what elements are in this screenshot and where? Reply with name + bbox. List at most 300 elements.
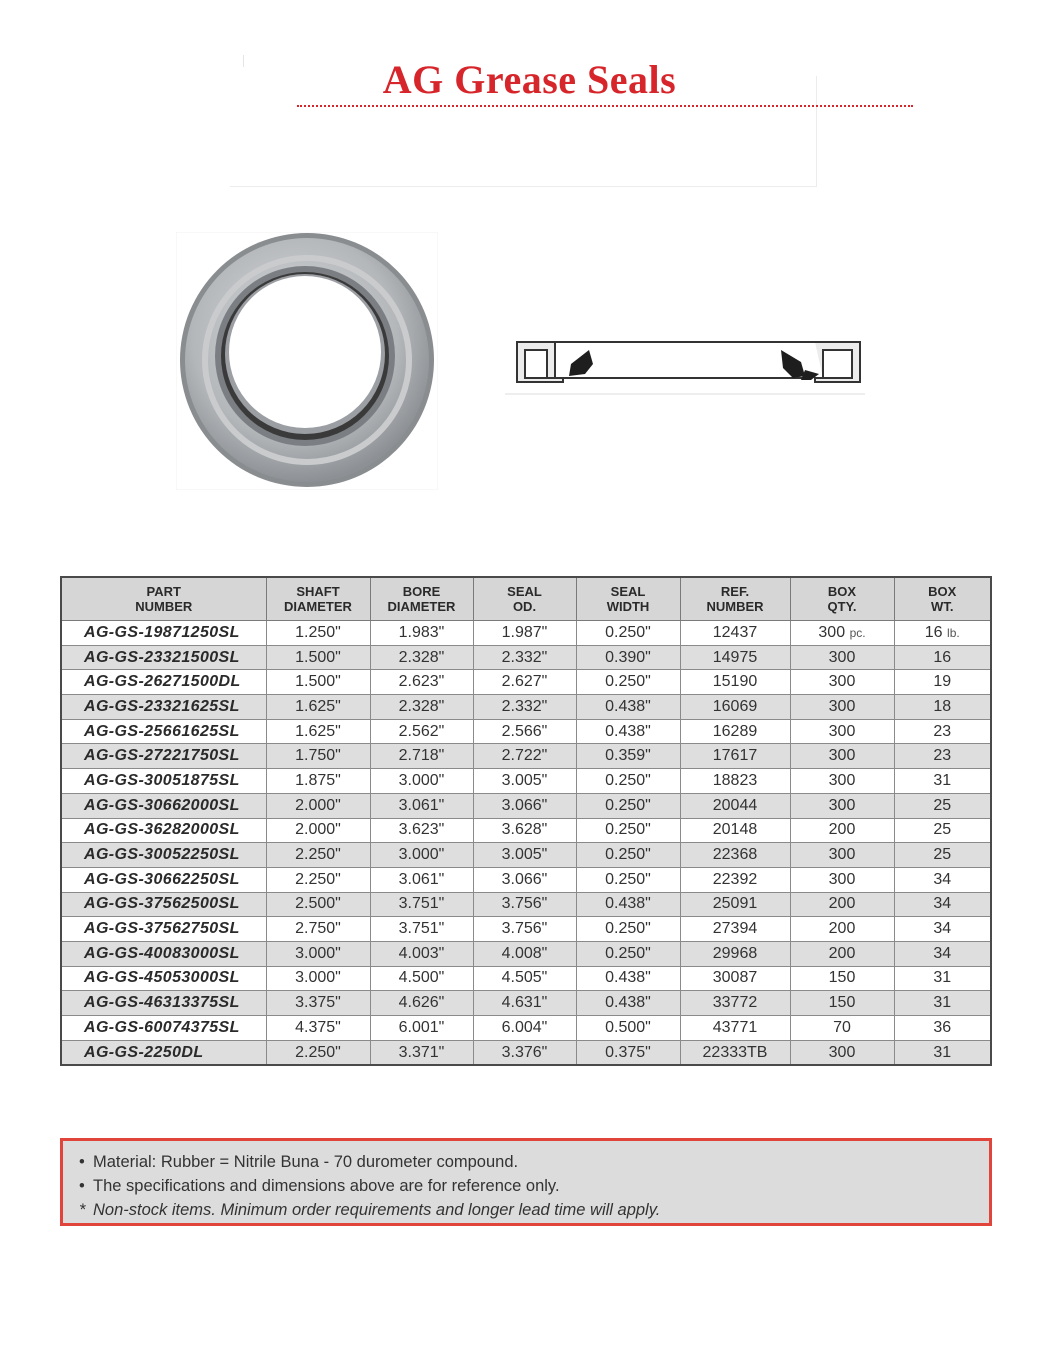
box-qty-value: 200 — [828, 920, 856, 938]
part-number-value: AG-GS-19871250SL — [84, 623, 240, 641]
note-bullet: * — [79, 1201, 86, 1219]
ref-number-cell — [680, 917, 790, 942]
seal-od-value: 4.631" — [501, 994, 548, 1012]
ref-number-value: 14975 — [712, 648, 758, 666]
box-qty-cell — [790, 843, 894, 868]
seal-width-value: 0.250" — [605, 673, 651, 691]
bore-diameter-value: 6.001" — [398, 1018, 445, 1036]
ref-number-cell — [680, 892, 790, 917]
shaft-diameter-cell — [266, 670, 370, 695]
box-wt-cell — [894, 744, 991, 769]
bore-diameter-value: 3.000" — [398, 771, 445, 789]
shaft-diameter-cell — [266, 695, 370, 720]
bore-diameter-cell — [370, 941, 473, 966]
seal-width-cell — [576, 645, 680, 670]
seal-od-value: 6.004" — [501, 1018, 548, 1036]
title-dotted-rule — [297, 105, 913, 107]
ref-number-cell — [680, 941, 790, 966]
shaft-diameter-cell — [266, 991, 370, 1016]
seal-width-cell — [576, 991, 680, 1016]
col-header-bore-diameter: BORE DIAMETER — [370, 577, 473, 621]
seal-width-value: 0.250" — [605, 944, 651, 962]
bore-diameter-value: 3.061" — [398, 870, 445, 888]
note-item — [79, 1150, 989, 1174]
table-row — [61, 1040, 991, 1065]
seal-width-cell — [576, 818, 680, 843]
part-number-value: AG-GS-23321625SL — [84, 697, 240, 715]
seal-width-cell — [576, 695, 680, 720]
box-qty-cell — [790, 867, 894, 892]
bore-diameter-value: 3.371" — [398, 1043, 445, 1061]
part-number-cell — [61, 719, 266, 744]
shaft-diameter-value: 2.000" — [295, 796, 341, 814]
shaft-diameter-cell — [266, 744, 370, 769]
note-item — [79, 1174, 989, 1198]
seal-width-cell — [576, 966, 680, 991]
shaft-diameter-cell — [266, 1016, 370, 1041]
bore-diameter-value: 1.983" — [398, 623, 445, 641]
seal-width-cell — [576, 793, 680, 818]
bore-diameter-value: 4.500" — [398, 969, 445, 987]
box-qty-value: 300 — [828, 1043, 856, 1061]
seal-width-cell — [576, 744, 680, 769]
seal-width-value: 0.390" — [605, 648, 651, 666]
ref-number-value: 33772 — [712, 994, 758, 1012]
box-qty-value: 200 — [828, 944, 856, 962]
seal-width-value: 0.250" — [605, 821, 651, 839]
bore-diameter-cell — [370, 843, 473, 868]
box-qty-value: 150 — [828, 994, 856, 1012]
part-number-cell — [61, 941, 266, 966]
shaft-diameter-cell — [266, 769, 370, 794]
seal-od-cell — [473, 1040, 576, 1065]
ref-number-cell — [680, 843, 790, 868]
col-header-box-qty: BOX QTY. — [790, 577, 894, 621]
part-number-cell — [61, 1040, 266, 1065]
ref-number-cell — [680, 769, 790, 794]
box-wt-value: 18 — [933, 697, 952, 715]
box-wt-value: 16 — [933, 648, 952, 666]
bore-diameter-cell — [370, 621, 473, 646]
box-wt-value: 19 — [933, 673, 952, 691]
ref-number-cell — [680, 991, 790, 1016]
box-wt-value: 34 — [933, 944, 952, 962]
shaft-diameter-value: 1.500" — [295, 648, 341, 666]
seal-width-value: 0.359" — [605, 747, 651, 765]
ref-number-cell — [680, 621, 790, 646]
box-wt-value: 25 — [933, 796, 952, 814]
ref-number-value: 12437 — [712, 623, 758, 641]
seal-od-value: 2.332" — [501, 648, 548, 666]
box-qty-cell — [790, 917, 894, 942]
bore-diameter-value: 2.718" — [398, 747, 445, 765]
part-number-cell — [61, 991, 266, 1016]
bore-diameter-value: 3.623" — [398, 821, 445, 839]
bore-diameter-cell — [370, 793, 473, 818]
part-number-value: AG-GS-37562750SL — [84, 920, 240, 938]
table-row — [61, 621, 991, 646]
shaft-diameter-cell — [266, 892, 370, 917]
seal-width-value: 0.250" — [605, 771, 651, 789]
col-header-ref-number: REF. NUMBER — [680, 577, 790, 621]
shaft-diameter-value: 2.250" — [295, 846, 341, 864]
box-qty-value: 200 — [828, 821, 856, 839]
seal-od-cell — [473, 892, 576, 917]
bore-diameter-cell — [370, 719, 473, 744]
part-number-value: AG-GS-25661625SL — [84, 722, 240, 740]
box-wt-value: 34 — [933, 870, 952, 888]
ref-number-cell — [680, 818, 790, 843]
part-number-cell — [61, 793, 266, 818]
box-wt-cell — [894, 991, 991, 1016]
part-number-value: AG-GS-23321500SL — [84, 648, 240, 666]
shaft-diameter-cell — [266, 1040, 370, 1065]
part-number-cell — [61, 843, 266, 868]
seal-od-value: 3.756" — [501, 920, 548, 938]
box-qty-cell — [790, 966, 894, 991]
part-number-value: AG-GS-30052250SL — [84, 846, 240, 864]
seal-width-cell — [576, 719, 680, 744]
table-row — [61, 892, 991, 917]
shaft-diameter-cell — [266, 941, 370, 966]
part-number-value: AG-GS-46313375SL — [84, 994, 240, 1012]
table-header-row — [61, 577, 991, 621]
shaft-diameter-value: 1.875" — [295, 771, 341, 789]
seal-od-value: 3.066" — [501, 870, 548, 888]
note-bullet: • — [79, 1177, 85, 1195]
bore-diameter-value: 2.328" — [398, 648, 445, 666]
ref-number-cell — [680, 670, 790, 695]
box-qty-cell — [790, 941, 894, 966]
box-wt-value: 25 — [933, 821, 952, 839]
bore-diameter-cell — [370, 1040, 473, 1065]
table-row — [61, 867, 991, 892]
shaft-diameter-cell — [266, 793, 370, 818]
part-number-value: AG-GS-40083000SL — [84, 944, 240, 962]
box-qty-value: 200 — [828, 895, 856, 913]
part-number-cell — [61, 917, 266, 942]
bore-diameter-cell — [370, 695, 473, 720]
seal-width-cell — [576, 867, 680, 892]
table-row — [61, 966, 991, 991]
box-wt-value: 16 — [924, 623, 943, 641]
bore-diameter-cell — [370, 892, 473, 917]
box-qty-value: 70 — [833, 1018, 851, 1036]
shaft-diameter-value: 1.500" — [295, 673, 341, 691]
box-wt-value: 31 — [933, 771, 952, 789]
box-wt-cell — [894, 917, 991, 942]
ref-number-cell — [680, 744, 790, 769]
part-number-value: AG-GS-26271500DL — [84, 673, 241, 691]
ref-number-cell — [680, 966, 790, 991]
seal-od-value: 3.376" — [501, 1043, 548, 1061]
box-qty-value: 300 — [818, 623, 846, 641]
box-qty-cell — [790, 645, 894, 670]
seal-width-cell — [576, 621, 680, 646]
box-qty-cell — [790, 793, 894, 818]
ref-number-value: 18823 — [712, 771, 758, 789]
shaft-diameter-cell — [266, 917, 370, 942]
shaft-diameter-value: 3.000" — [295, 969, 341, 987]
shaft-diameter-value: 2.750" — [295, 920, 341, 938]
table-row — [61, 843, 991, 868]
box-wt-cell — [894, 769, 991, 794]
box-wt-cell — [894, 966, 991, 991]
box-qty-cell — [790, 769, 894, 794]
part-number-cell — [61, 818, 266, 843]
seal-od-value: 2.627" — [501, 673, 548, 691]
ref-number-value: 22392 — [712, 870, 758, 888]
note-text: Non-stock items. Minimum order requirements and longer lead time will apply. — [93, 1201, 661, 1219]
shaft-diameter-cell — [266, 818, 370, 843]
part-number-value: AG-GS-30662250SL — [84, 870, 240, 888]
seal-width-cell — [576, 941, 680, 966]
shaft-diameter-value: 3.375" — [295, 994, 341, 1012]
box-qty-value: 300 — [828, 870, 856, 888]
box-wt-cell — [894, 941, 991, 966]
shaft-diameter-cell — [266, 867, 370, 892]
ref-number-value: 16069 — [712, 697, 758, 715]
seal-od-cell — [473, 1016, 576, 1041]
box-wt-cell — [894, 793, 991, 818]
part-number-cell — [61, 645, 266, 670]
table-row — [61, 917, 991, 942]
seal-width-value: 0.250" — [605, 870, 651, 888]
bore-diameter-value: 3.751" — [398, 920, 445, 938]
ref-number-value: 22333TB — [702, 1043, 768, 1061]
box-wt-value: 31 — [933, 994, 952, 1012]
ref-number-cell — [680, 867, 790, 892]
seal-width-cell — [576, 769, 680, 794]
bore-diameter-value: 3.751" — [398, 895, 445, 913]
seal-od-cell — [473, 744, 576, 769]
table-row — [61, 670, 991, 695]
ref-number-value: 15190 — [712, 673, 758, 691]
shaft-diameter-value: 4.375" — [295, 1018, 341, 1036]
shaft-diameter-cell — [266, 719, 370, 744]
part-number-value: AG-GS-27221750SL — [84, 747, 240, 765]
shaft-diameter-value: 2.000" — [295, 821, 341, 839]
col-header-seal-od: SEAL OD. — [473, 577, 576, 621]
table-row — [61, 991, 991, 1016]
ref-number-cell — [680, 695, 790, 720]
box-wt-cell — [894, 818, 991, 843]
part-number-cell — [61, 621, 266, 646]
table-row — [61, 695, 991, 720]
table-row — [61, 941, 991, 966]
bore-diameter-cell — [370, 867, 473, 892]
col-header-box-wt: BOX WT. — [894, 577, 991, 621]
bore-diameter-cell — [370, 744, 473, 769]
box-qty-cell — [790, 1016, 894, 1041]
box-wt-value: 31 — [933, 1043, 952, 1061]
note-bullet: • — [79, 1153, 85, 1171]
box-qty-value: 300 — [828, 747, 856, 765]
seal-width-value: 0.438" — [605, 969, 651, 987]
seal-od-value: 1.987" — [501, 623, 548, 641]
ref-number-cell — [680, 1016, 790, 1041]
qty-unit: pc. — [849, 625, 866, 640]
box-qty-cell — [790, 1040, 894, 1065]
shaft-diameter-value: 2.500" — [295, 895, 341, 913]
table-row — [61, 744, 991, 769]
table-row — [61, 645, 991, 670]
seal-width-value: 0.438" — [605, 722, 651, 740]
bore-diameter-cell — [370, 917, 473, 942]
box-qty-cell — [790, 892, 894, 917]
part-number-cell — [61, 892, 266, 917]
seal-width-value: 0.250" — [605, 796, 651, 814]
box-qty-cell — [790, 744, 894, 769]
box-qty-cell — [790, 991, 894, 1016]
seal-od-value: 3.066" — [501, 796, 548, 814]
seal-od-value: 2.722" — [501, 747, 548, 765]
seal-od-value: 2.332" — [501, 697, 548, 715]
seal-od-value: 3.756" — [501, 895, 548, 913]
box-wt-cell — [894, 621, 991, 646]
seal-width-cell — [576, 670, 680, 695]
ref-number-value: 30087 — [712, 969, 758, 987]
bore-diameter-value: 3.000" — [398, 846, 445, 864]
table-row — [61, 1016, 991, 1041]
box-wt-cell — [894, 843, 991, 868]
ref-number-value: 20044 — [712, 796, 758, 814]
seal-od-cell — [473, 645, 576, 670]
ref-number-value: 22368 — [712, 846, 758, 864]
box-qty-value: 300 — [828, 846, 856, 864]
part-number-value: AG-GS-45053000SL — [84, 969, 240, 987]
seal-od-value: 3.005" — [501, 846, 548, 864]
seal-width-value: 0.438" — [605, 697, 651, 715]
bore-diameter-value: 4.626" — [398, 994, 445, 1012]
bore-diameter-value: 2.562" — [398, 722, 445, 740]
part-number-cell — [61, 769, 266, 794]
grease-seal-photo — [176, 232, 438, 490]
seal-od-cell — [473, 991, 576, 1016]
notes-list — [63, 1141, 989, 1222]
part-number-value: AG-GS-37562500SL — [84, 895, 240, 913]
bore-diameter-value: 2.328" — [398, 697, 445, 715]
seal-width-value: 0.500" — [605, 1018, 651, 1036]
bore-diameter-value: 4.003" — [398, 944, 445, 962]
box-qty-cell — [790, 621, 894, 646]
bore-diameter-cell — [370, 769, 473, 794]
table-row — [61, 818, 991, 843]
box-wt-cell — [894, 645, 991, 670]
box-wt-value: 23 — [933, 722, 952, 740]
part-number-value: AG-GS-2250DL — [84, 1043, 204, 1061]
seal-od-cell — [473, 843, 576, 868]
box-wt-value: 34 — [933, 920, 952, 938]
note-text: Material: Rubber = Nitrile Buna - 70 durometer compound. — [93, 1153, 519, 1171]
part-number-value: AG-GS-30662000SL — [84, 796, 240, 814]
box-wt-cell — [894, 867, 991, 892]
seal-od-cell — [473, 867, 576, 892]
seal-width-value: 0.438" — [605, 895, 651, 913]
seal-od-value: 4.505" — [501, 969, 548, 987]
shaft-diameter-value: 1.750" — [295, 747, 341, 765]
weight-unit: lb. — [947, 625, 960, 640]
shaft-diameter-value: 2.250" — [295, 1043, 341, 1061]
box-qty-value: 300 — [828, 697, 856, 715]
box-qty-value: 300 — [828, 648, 856, 666]
part-number-cell — [61, 744, 266, 769]
ref-number-value: 17617 — [712, 747, 758, 765]
seal-od-cell — [473, 818, 576, 843]
shaft-diameter-value: 1.625" — [295, 722, 341, 740]
box-wt-value: 25 — [933, 846, 952, 864]
note-text: The specifications and dimensions above are for reference only. — [93, 1177, 560, 1195]
shaft-diameter-value: 1.250" — [295, 623, 341, 641]
bore-diameter-cell — [370, 1016, 473, 1041]
shaft-diameter-cell — [266, 843, 370, 868]
table-row — [61, 793, 991, 818]
table-row — [61, 719, 991, 744]
specification-table — [60, 576, 992, 1066]
part-number-cell — [61, 966, 266, 991]
part-number-value: AG-GS-36282000SL — [84, 821, 240, 839]
col-header-shaft-diameter: SHAFT DIAMETER — [266, 577, 370, 621]
col-header-seal-width: SEAL WIDTH — [576, 577, 680, 621]
ref-number-cell — [680, 719, 790, 744]
box-wt-value: 34 — [933, 895, 952, 913]
shaft-diameter-cell — [266, 621, 370, 646]
seal-od-value: 2.566" — [501, 722, 548, 740]
seal-od-cell — [473, 793, 576, 818]
box-qty-value: 300 — [828, 722, 856, 740]
part-number-value: AG-GS-30051875SL — [84, 771, 240, 789]
ref-number-value: 27394 — [712, 920, 758, 938]
seal-od-cell — [473, 621, 576, 646]
box-qty-value: 150 — [828, 969, 856, 987]
box-wt-cell — [894, 695, 991, 720]
ref-number-value: 25091 — [712, 895, 758, 913]
seal-od-cell — [473, 769, 576, 794]
seal-od-cell — [473, 695, 576, 720]
box-wt-cell — [894, 892, 991, 917]
box-wt-value: 36 — [933, 1018, 952, 1036]
seal-od-value: 4.008" — [501, 944, 548, 962]
seal-width-cell — [576, 1040, 680, 1065]
seal-od-value: 3.628" — [501, 821, 548, 839]
note-item — [79, 1198, 989, 1222]
part-number-cell — [61, 867, 266, 892]
ref-number-value: 16289 — [712, 722, 758, 740]
shaft-diameter-value: 1.625" — [295, 697, 341, 715]
box-qty-value: 300 — [828, 673, 856, 691]
seal-width-cell — [576, 892, 680, 917]
ref-number-cell — [680, 1040, 790, 1065]
seal-width-cell — [576, 917, 680, 942]
ref-number-value: 20148 — [712, 821, 758, 839]
seal-width-value: 0.250" — [605, 846, 651, 864]
seal-width-cell — [576, 843, 680, 868]
box-wt-cell — [894, 719, 991, 744]
bore-diameter-value: 3.061" — [398, 796, 445, 814]
ref-number-value: 43771 — [712, 1018, 758, 1036]
box-wt-cell — [894, 1040, 991, 1065]
box-wt-cell — [894, 1016, 991, 1041]
ref-number-value: 29968 — [712, 944, 758, 962]
box-qty-value: 300 — [828, 771, 856, 789]
shaft-diameter-cell — [266, 966, 370, 991]
box-qty-cell — [790, 818, 894, 843]
box-wt-value: 23 — [933, 747, 952, 765]
bore-diameter-value: 2.623" — [398, 673, 445, 691]
seal-od-cell — [473, 941, 576, 966]
seal-od-cell — [473, 719, 576, 744]
seal-od-cell — [473, 966, 576, 991]
